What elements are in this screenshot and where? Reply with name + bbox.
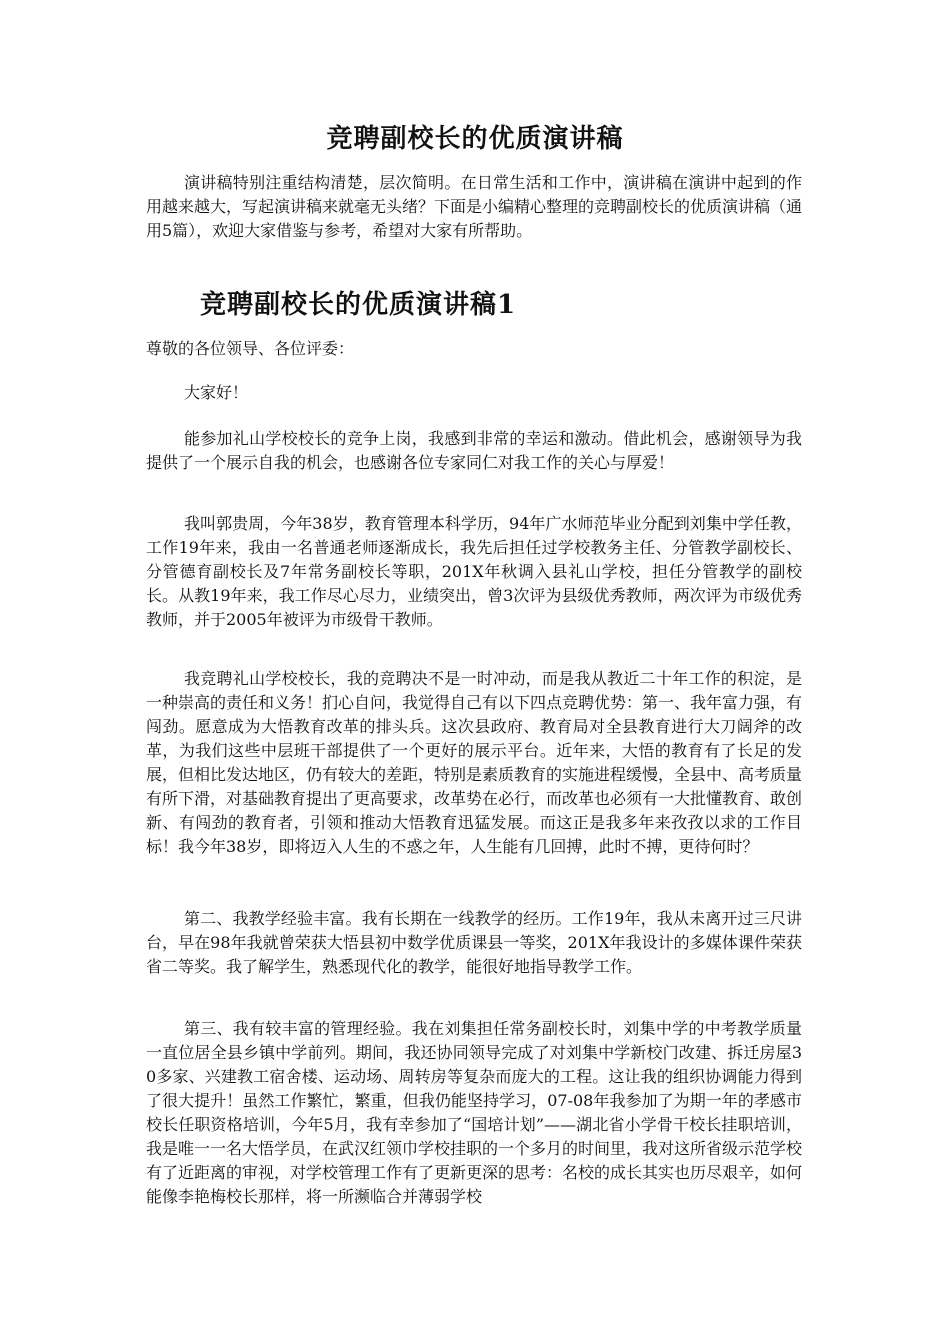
greeting: 大家好！ (184, 383, 249, 402)
intro-paragraph: 演讲稿特别注重结构清楚，层次简明。在日常生活和工作中，演讲稿在演讲中起到的作用越来越大，写起演讲稿来就毫无头绪？下面是小编精心整理的竞聘副校长的优质演讲稿（通用5篇），欢迎大家借鉴与参考，希望对大家有所帮助。 (146, 173, 803, 240)
body-paragraph-4: 第二、我教学经验丰富。我有长期在一线教学的经历。工作19年，我从未离开过三尺讲台，早在98年我就曾荣获大悟县初中数学优质课县一等奖，201X年我设计的多媒体课件荣获省二等奖。我了解学生，熟悉现代化的教学，能很好地指导教学工作。 (146, 909, 802, 976)
body-paragraph-2: 我叫郭贵周，今年38岁，教育管理本科学历，94年广水师范毕业分配到刘集中学任教，工作19年来，我由一名普通老师逐渐成长，我先后担任过学校教务主任、分管教学副校长、分管德育副校长及7年常务副校长等职，201X年秋调入县礼山学校，担任分管教学的副校长。从教19年来，我工作尽心尽力，业绩突出，曾3次评为县级优秀教师，两次评为市级优秀教师，并于2005年被评为市级骨干教师。 (146, 514, 802, 629)
document-title: 竞聘副校长的优质演讲稿 (326, 124, 624, 154)
body-paragraph-3: 我竞聘礼山学校校长，我的竞聘决不是一时冲动，而是我从教近二十年工作的积淀，是一种崇高的责任和义务！扪心自问，我觉得自己有以下四点竞聘优势：第一、我年富力强，有闯劲。愿意成为大悟教育改革的排头兵。这次县政府、教育局对全县教育进行大刀阔斧的改革，为我们这些中层班干部提供了一个更好的展示平台。近年来，大悟的教育有了长足的发展，但相比发达地区，仍有较大的差距，特别是素质教育的实施进程缓慢，全县中、高考质量有所下滑，对基础教育提出了更高要求，改革势在必行，而改革也必须有一大批懂教育、敢创新、有闯劲的教育者，引领和推动大悟教育迅猛发展。而这正是我多年来孜孜以求的工作目标！我今年38岁，即将迈入人生的不惑之年，人生能有几回搏，此时不搏，更待何时？ (146, 669, 803, 856)
body-paragraph-1: 能参加礼山学校校长的竞争上岗，我感到非常的幸运和激动。借此机会，感谢领导为我提供了一个展示自我的机会，也感谢各位专家同仁对我工作的关心与厚爱！ (146, 429, 802, 472)
body-paragraph-5: 第三、我有较丰富的管理经验。我在刘集担任常务副校长时，刘集中学的中考教学质量一直位居全县乡镇中学前列。期间，我还协同领导完成了对刘集中学新校门改建、拆迁房屋30多家、兴建教工宿舍楼、运动场、周转房等复杂而庞大的工程。这让我的组织协调能力得到了很大提升！虽然工作繁忙，繁重，但我仍能坚持学习，07-08年我参加了为期一年的孝感市校长任职资格培训，今年5月，我有幸参加了“国培计划”——湖北省小学骨干校长挂职培训，我是唯一一名大悟学员，在武汉红领巾学校挂职的一个多月的时间里，我对这所省级示范学校有了近距离的审视，对学校管理工作有了更新更深的思考：名校的成长其实也历尽艰辛，如何能像李艳梅校长那样，将一所濒临合并薄弱学校 (146, 1019, 803, 1206)
salutation: 尊敬的各位领导、各位评委： (146, 339, 355, 358)
section-heading: 竞聘副校长的优质演讲稿1 (200, 290, 517, 320)
